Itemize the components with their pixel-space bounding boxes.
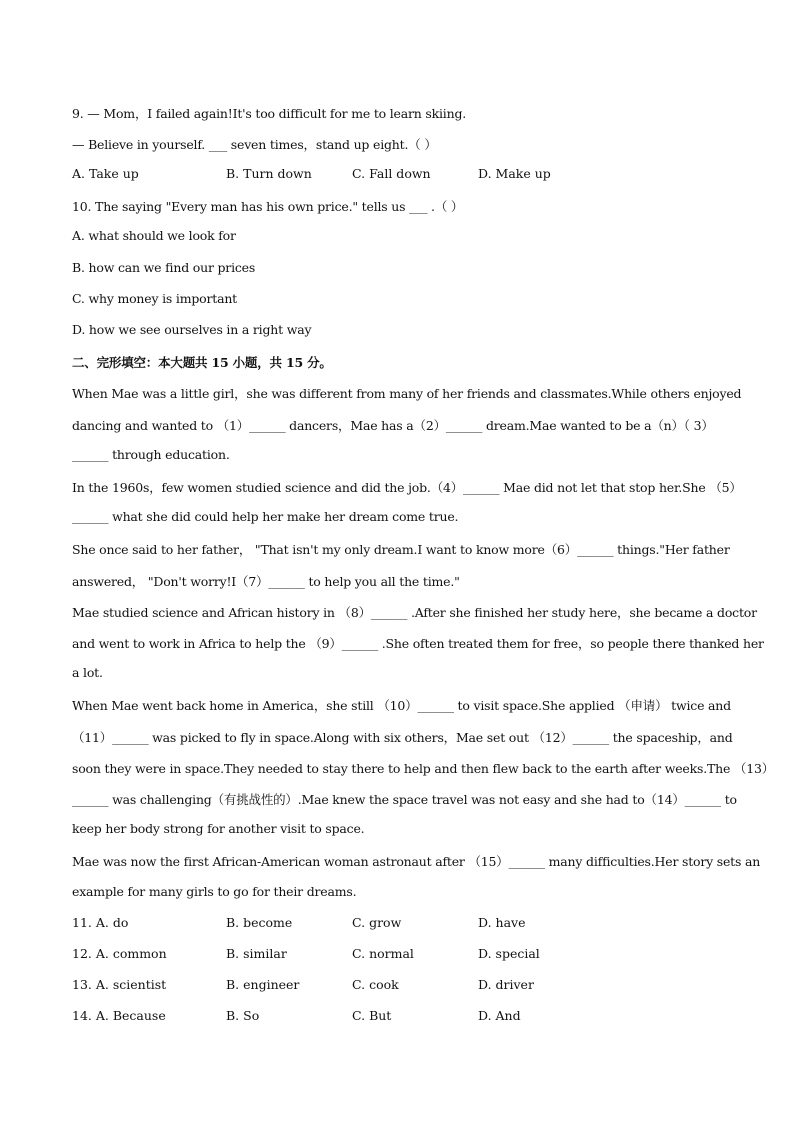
q9-option-a: A. Take up xyxy=(72,166,139,181)
q12-option-c: C. normal xyxy=(352,946,414,961)
question-9-prompt: — Believe in yourself. ___ seven times，stand up eight.（ ） xyxy=(72,137,437,152)
passage-line: ______ what she did could help her make her dream come true. xyxy=(72,509,459,524)
passage-line: ______ through education. xyxy=(72,447,230,462)
question-9-stem: 9. — Mom，I failed again!It's too difficult for me to learn skiing. xyxy=(72,106,467,121)
q13-option-c: C. cook xyxy=(352,977,399,992)
q10-option-a: A. what should we look for xyxy=(72,228,236,243)
q10-option-c: C. why money is important xyxy=(72,291,238,306)
passage-line: In the 1960s，few women studied science and did the job.（4）______ Mae did not let that stop her.She （5） xyxy=(72,480,742,495)
q14-option-c: C. But xyxy=(352,1008,392,1023)
q10-option-d: D. how we see ourselves in a right way xyxy=(72,322,312,337)
passage-line: and went to work in Africa to help the （9）______ .She often treated them for free，so people there thanked her xyxy=(72,636,764,651)
q9-option-d: D. Make up xyxy=(478,166,551,181)
q13-option-b: B. engineer xyxy=(226,977,300,992)
passage-line: soon they were in space.They needed to stay there to help and then flew back to the earth after weeks.The （13） xyxy=(72,761,775,776)
passage-line: ______ was challenging（有挑战性的）.Mae knew the space travel was not easy and she had to（14）______ to xyxy=(72,792,737,807)
passage-line: Mae studied science and African history in （8）______ .After she finished her study here，she became a doctor xyxy=(72,605,757,620)
passage-line: When Mae was a little girl，she was different from many of her friends and classmates.While others enjoyed xyxy=(72,386,742,401)
q11-option-c: C. grow xyxy=(352,915,402,930)
passage-line: keep her body strong for another visit to space. xyxy=(72,821,365,836)
passage-line: When Mae went back home in America，she still （10）______ to visit space.She applied （申请） twice and xyxy=(72,698,731,713)
q12-option-a: 12. A. common xyxy=(72,946,167,961)
passage-line: answered， "Don't worry!I（7）______ to help you all the time." xyxy=(72,574,460,589)
question-10-stem: 10. The saying "Every man has his own price." tells us ___ .（ ） xyxy=(72,199,464,214)
q11-option-b: B. become xyxy=(226,915,293,930)
q9-option-c: C. Fall down xyxy=(352,166,431,181)
q11-option-a: 11. A. do xyxy=(72,915,129,930)
q9-option-b: B. Turn down xyxy=(226,166,312,181)
passage-line: （11）______ was picked to fly in space.Along with six others，Mae set out （12）______ the spaceship，and xyxy=(72,730,733,745)
passage-line: a lot. xyxy=(72,665,103,680)
q14-option-a: 14. A. Because xyxy=(72,1008,166,1023)
passage-line: She once said to her father， "That isn't my only dream.I want to know more（6）______ things."Her father xyxy=(72,542,730,557)
q14-option-b: B. So xyxy=(226,1008,260,1023)
section-2-heading: 二、完形填空：本大题共 15 小题，共 15 分。 xyxy=(72,355,332,370)
q12-option-b: B. similar xyxy=(226,946,287,961)
passage-line: dancing and wanted to （1）______ dancers，Mae has a（2）______ dream.Mae wanted to be a（n）（ 3） xyxy=(72,418,714,433)
q11-option-d: D. have xyxy=(478,915,526,930)
passage-line: example for many girls to go for their dreams. xyxy=(72,884,357,899)
q12-option-d: D. special xyxy=(478,946,540,961)
q13-option-a: 13. A. scientist xyxy=(72,977,167,992)
q10-option-b: B. how can we find our prices xyxy=(72,260,256,275)
passage-line: Mae was now the first African-American woman astronaut after （15）______ many difficulties.Her story sets an xyxy=(72,854,761,869)
q13-option-d: D. driver xyxy=(478,977,534,992)
q14-option-d: D. And xyxy=(478,1008,521,1023)
